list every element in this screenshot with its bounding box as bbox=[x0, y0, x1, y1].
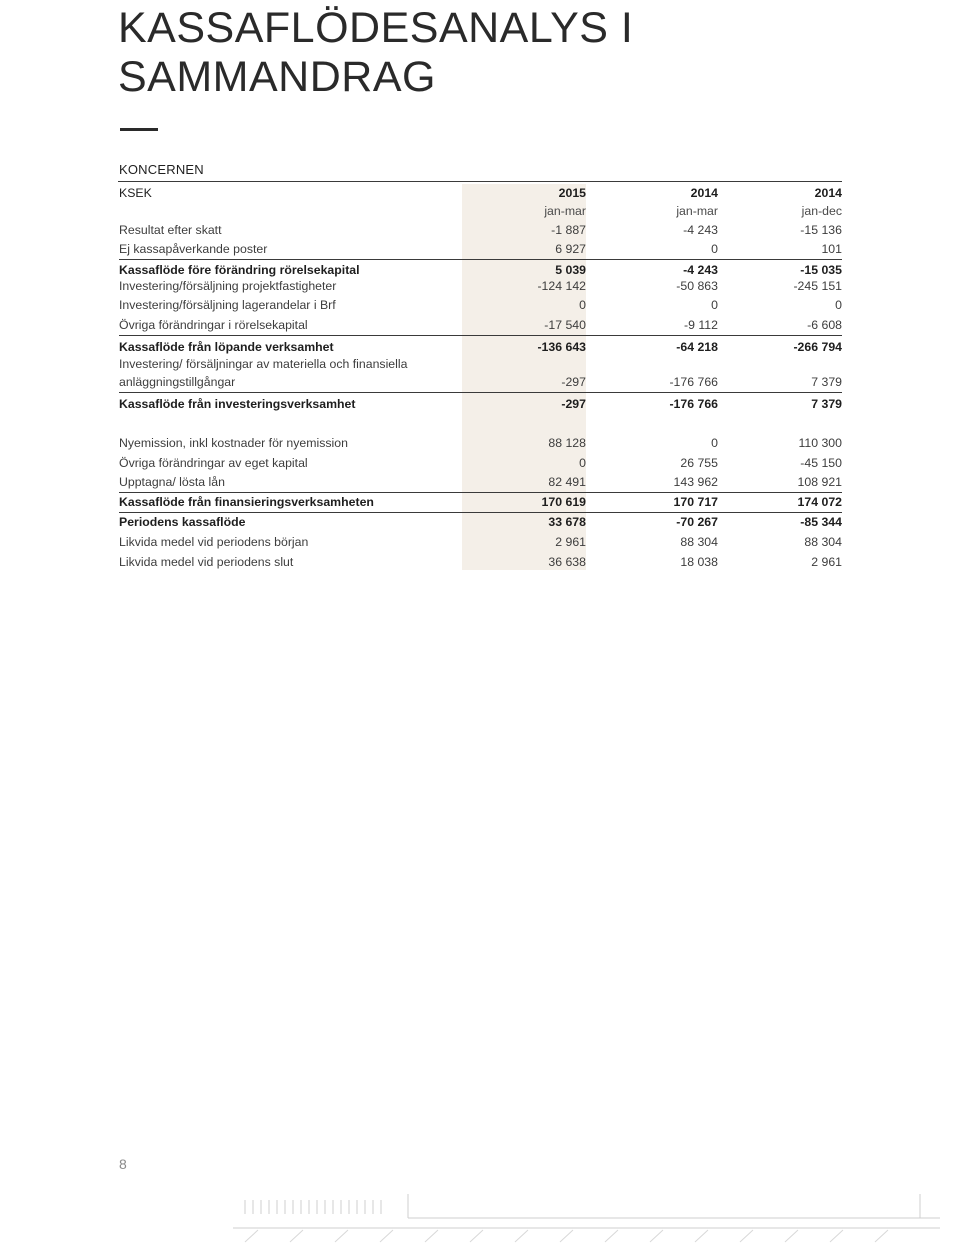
table-row-subtotal bbox=[119, 395, 842, 413]
cell: 0 bbox=[579, 456, 586, 470]
row-label: Övriga förändringar av eget kapital bbox=[119, 456, 308, 470]
cell: 2 961 bbox=[555, 535, 586, 549]
cell: 88 128 bbox=[548, 436, 586, 450]
cell: 0 bbox=[711, 436, 718, 450]
cell: -176 766 bbox=[669, 397, 718, 411]
row-label: Likvida medel vid periodens början bbox=[119, 535, 309, 549]
cell: 88 304 bbox=[680, 535, 718, 549]
header-col-3: 2014 bbox=[814, 186, 842, 200]
subheader-col-2: jan-mar bbox=[676, 204, 718, 218]
cell: 143 962 bbox=[673, 475, 718, 489]
cell: 0 bbox=[579, 298, 586, 312]
table-row bbox=[119, 277, 842, 295]
cell: 26 755 bbox=[680, 456, 718, 470]
table-top-rule bbox=[118, 181, 842, 182]
page-title: KASSAFLÖDESANALYS I SAMMANDRAG bbox=[118, 4, 634, 101]
row-label: Periodens kassaflöde bbox=[119, 515, 246, 529]
table-row-subtotal bbox=[119, 338, 842, 356]
cell: 110 300 bbox=[798, 436, 842, 450]
table-row bbox=[119, 454, 842, 472]
cell: -136 643 bbox=[537, 340, 586, 354]
table-row bbox=[119, 355, 842, 373]
cell: 174 072 bbox=[797, 495, 842, 509]
table-row bbox=[119, 316, 842, 336]
cell: -85 344 bbox=[800, 515, 842, 529]
cell: -176 766 bbox=[669, 375, 718, 389]
cell: 6 927 bbox=[555, 242, 586, 256]
cell: -4 243 bbox=[683, 263, 718, 277]
row-label: Upptagna/ lösta lån bbox=[119, 475, 225, 489]
row-label: Kassaflöde från investeringsverksamhet bbox=[119, 397, 356, 411]
footer-decoration bbox=[0, 1190, 960, 1243]
title-underline bbox=[120, 128, 158, 131]
table-row bbox=[119, 473, 842, 493]
cell: -266 794 bbox=[793, 340, 842, 354]
row-label: Investering/ försäljningar av materiella och finansiella bbox=[119, 357, 408, 371]
cell: 0 bbox=[711, 298, 718, 312]
cell: 33 678 bbox=[548, 515, 586, 529]
cell: 88 304 bbox=[804, 535, 842, 549]
row-label: Kassaflöde före förändring rörelsekapital bbox=[119, 263, 360, 277]
table-row bbox=[119, 434, 842, 452]
cell: 36 638 bbox=[548, 555, 586, 569]
row-label: Nyemission, inkl kostnader för nyemission bbox=[119, 436, 348, 450]
cell: -45 150 bbox=[800, 456, 842, 470]
cell: 7 379 bbox=[811, 397, 842, 411]
row-label: Investering/försäljning lagerandelar i Brf bbox=[119, 298, 336, 312]
page-number: 8 bbox=[119, 1156, 127, 1172]
cell: -245 151 bbox=[793, 279, 842, 293]
row-label: anläggningstillgångar bbox=[119, 375, 236, 389]
row-label: Övriga förändringar i rörelsekapital bbox=[119, 318, 308, 332]
cell: -297 bbox=[561, 375, 586, 389]
cell: 101 bbox=[821, 242, 842, 256]
cell: 0 bbox=[835, 298, 842, 312]
cell: 170 619 bbox=[541, 495, 586, 509]
row-label: Kassaflöde från löpande verksamhet bbox=[119, 340, 334, 354]
row-label: Resultat efter skatt bbox=[119, 223, 222, 237]
row-label: Likvida medel vid periodens slut bbox=[119, 555, 294, 569]
cell: -17 540 bbox=[544, 318, 586, 332]
header-col-2: 2014 bbox=[690, 186, 718, 200]
cell: -70 267 bbox=[676, 515, 718, 529]
cell: 18 038 bbox=[680, 555, 718, 569]
table-row bbox=[119, 240, 842, 260]
cell: 7 379 bbox=[811, 375, 842, 389]
cell: -124 142 bbox=[537, 279, 586, 293]
cell: -1 887 bbox=[551, 223, 586, 237]
cell: -15 035 bbox=[800, 263, 842, 277]
table-header-row bbox=[119, 184, 842, 202]
cell: 0 bbox=[711, 242, 718, 256]
row-label: Kassaflöde från finansieringsverksamheten bbox=[119, 495, 374, 509]
table-row bbox=[119, 221, 842, 239]
table-row bbox=[119, 296, 842, 314]
cell: -50 863 bbox=[676, 279, 718, 293]
cell: 108 921 bbox=[797, 475, 842, 489]
subheader-col-3: jan-dec bbox=[801, 204, 842, 218]
table-row bbox=[119, 533, 842, 551]
subheader-col-1: jan-mar bbox=[544, 204, 586, 218]
cell: -6 608 bbox=[807, 318, 842, 332]
table-row-subtotal bbox=[119, 493, 842, 513]
row-label: Ej kassapåverkande poster bbox=[119, 242, 268, 256]
cell: 2 961 bbox=[811, 555, 842, 569]
cell: -4 243 bbox=[683, 223, 718, 237]
cell: -64 218 bbox=[676, 340, 718, 354]
table-row bbox=[119, 373, 842, 393]
cell: 5 039 bbox=[555, 263, 586, 277]
table-row bbox=[119, 553, 842, 571]
cell: -15 136 bbox=[800, 223, 842, 237]
header-col-1: 2015 bbox=[558, 186, 586, 200]
row-label: Investering/försäljning projektfastigheter bbox=[119, 279, 337, 293]
table-subheader-row bbox=[119, 202, 842, 220]
cell: 82 491 bbox=[548, 475, 586, 489]
cell: -9 112 bbox=[684, 318, 718, 332]
cell: 170 717 bbox=[673, 495, 718, 509]
section-heading: KONCERNEN bbox=[119, 162, 204, 177]
cell: -297 bbox=[561, 397, 586, 411]
table-row-subtotal bbox=[119, 513, 842, 531]
header-label: KSEK bbox=[119, 186, 152, 200]
